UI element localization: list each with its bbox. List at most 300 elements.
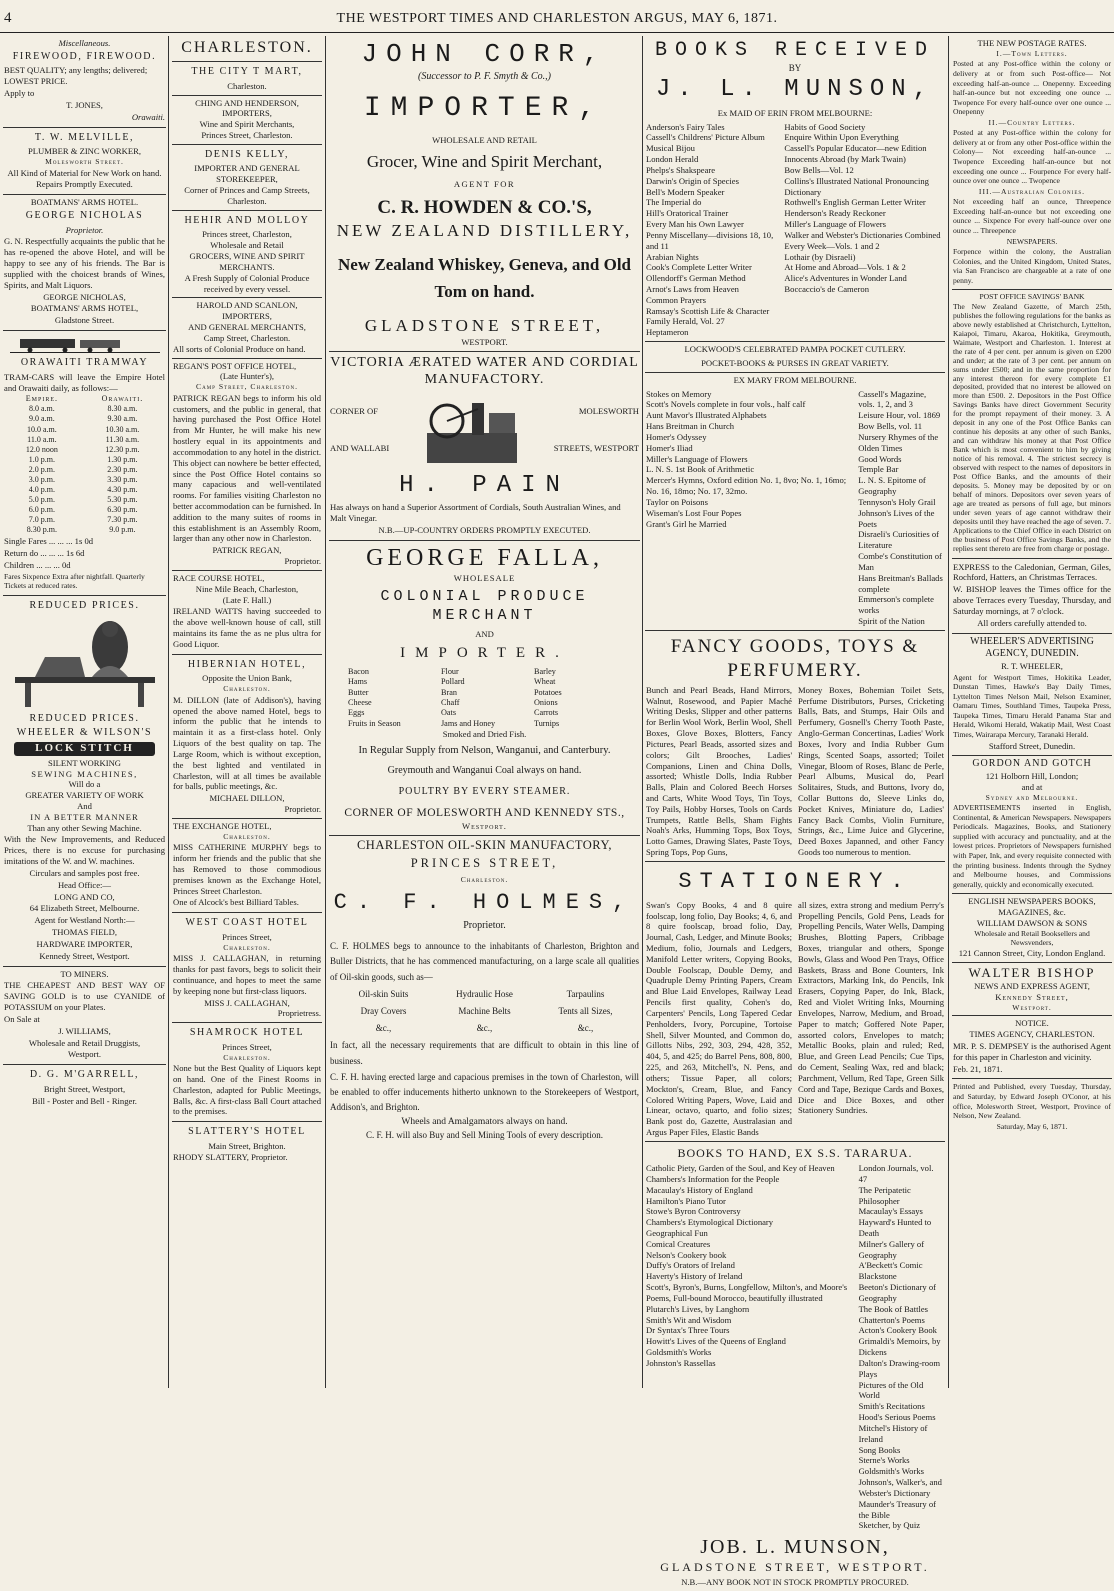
book-item: Plutarch's Lives, by Langhorn [646,1303,750,1314]
fare: Return do ... ... ... 1s 6d [4,548,85,559]
ad-line: MOLESWORTH [578,406,639,417]
produce-item: Turnips [534,718,560,728]
book-item: Bow Bells—Vol. 12 [784,164,854,175]
time: 3.30 p.m. [107,474,138,484]
ad-line: Grocer, Wine and Spirit Merchant, [366,152,603,172]
book-item: Bow Bells, vol. 11 [858,421,923,432]
book-item: Mercer's Hymns, Oxford edition No. 1, 8vo; No. 1, 16mo; No. 16, 18mo; No. 17, 32mo. [646,475,847,497]
column-5 [952,36,1112,1388]
ad-subtitle: I.—Town Letters. [996,48,1068,58]
race-course-hotel-ad [172,571,322,655]
produce-item: Pollard [441,677,465,687]
times-agency-notice [952,1016,1112,1079]
book-item: Combe's Constitution of Man [858,551,942,572]
ad-line: Wholesale and Retail [210,240,284,251]
ad-title: SLATTERY'S HOTEL [188,1126,306,1138]
ad-line: GLADSTONE STREET, WESTPORT. [660,1560,930,1575]
ad-title: HAROLD AND SCANLON, IMPORTERS, [196,300,298,322]
book-item: Arnot's Laws from Heaven [646,284,739,294]
ad-line: and at [1021,781,1043,792]
book-item: Geographical Fun [646,1227,708,1238]
ad-title: NOTICE. [1015,1018,1049,1029]
ad-line: In Regular Supply from Nelson, Wanganui, and Canterbury. [358,744,611,756]
book-item: Haverty's History of Ireland [646,1271,743,1282]
book-item: Chambers's Etymological Dictionary [646,1217,774,1228]
ad-line: STREETS, WESTPORT [553,442,639,453]
ad-title: THE EXCHANGE HOTEL, [173,820,272,831]
time: 8.30 a.m. [107,404,138,414]
ad-line: Wholesale and Retail Booksellers and Newsvenders, [974,928,1090,948]
books-received-ad [645,36,945,342]
ad-name: GEORGE NICHOLAS [25,210,144,222]
ad-body: PATRICK REGAN begs to inform his old customers, and the public in general, that having purchased the Post Office Hotel from Mr Hunter, he will make his new hostlery equal in its appointments and accommodation to any hotel in the district. This object can nowhere be better effected, since the Post Office Hotel contains so many capacious and well-ventilated rooms. For families visiting Charleston no better accommodation can be furnished. In addition to the many suites of rooms in this establishment is an Assembly Room, larger than any other now in Charleston. [173,392,322,544]
ad-title: GEORGE FALLA, [366,544,603,571]
book-item: Collins's Illustrated National Pronouncing Dictionary [784,175,929,197]
ad-line: N.B.—UP-COUNTRY ORDERS PROMPTLY EXECUTED. [378,524,591,535]
ad-title: WHEELER'S ADVERTISING AGENCY, DUNEDIN. [970,635,1094,660]
book-item: Taylor on Poisons [646,496,708,507]
book-item: Comical Creatures [646,1238,711,1249]
ad-line: Charleston. [460,875,509,885]
ad-body: All Kind of Material for New Work on hand. [7,167,162,178]
book-item: Penny Miscellany—divisions 18, 10, and 11 [646,229,774,251]
ad-line: Charleston. [223,1052,271,1062]
book-item: Nelson's Cookery book [646,1249,727,1260]
ad-title: HEHIR AND MOLLOY [184,214,310,226]
ad-line: AND GENERAL MERCHANTS, [188,322,306,333]
address-row [330,393,639,467]
ad-line: CORNER OF MOLESWORTH AND KENNEDY STS., [344,807,625,820]
book-item: Smith's Recitations [858,1401,925,1412]
ad-title: REDUCED PRICES. [29,600,140,612]
book-item: Cassell's Childrens' Picture Album [646,132,765,143]
city-mart-ad [172,62,322,95]
brand-name: WHEELER & WILSON'S [16,727,153,739]
ad-title: H. PAIN [399,471,570,499]
book-item: Innocents Abroad (by Mark Twain) [784,154,906,165]
ad-title: HIBERNIAN HOTEL, [187,658,307,670]
ad-line: GLADSTONE STREET, [364,316,605,336]
west-coast-hotel-ad [172,913,322,1023]
express-ad [952,559,1112,634]
ad-body: W. BISHOP leaves the Times office for the above Terraces every Tuesday, Thursday, and Saturday mornings, at 7 o'clock. [953,584,1111,616]
ad-line: TIMES AGENCY, CHARLESTON. [969,1029,1095,1040]
book-item: Homer's Odyssey [646,431,707,442]
time: 9.0 p.m. [109,525,136,535]
book-item: At Home and Abroad—Vols. 1 & 2 [784,262,906,273]
ad-sign: MISS J. CALLAGHAN, [204,997,290,1008]
time: 2.30 p.m. [107,464,138,474]
book-item: Sketcher, by Quiz [858,1520,921,1531]
ad-body: Repairs Promptly Executed. [36,179,133,190]
ad-line: COLONIAL PRODUCE MERCHANT [380,587,589,624]
book-item: Miller's Language of Flowers [646,453,748,464]
ad-line: GREATER VARIETY OF WORK [25,790,144,801]
book-item: Macaulay's Essays [858,1206,923,1217]
ad-line: GROCERS, WINE AND SPIRIT MERCHANTS. [189,251,305,272]
ad-title: FANCY GOODS, TOYS & PERFUMERY. [670,635,920,681]
ad-line: A Fresh Supply of Colonial Produce received by every vessel. [184,272,310,294]
ad-line: Camp Street, Charleston. [196,382,298,392]
book-item: Spirit of the Nation [858,616,925,627]
imprint-date: Saturday, May 6, 1871. [996,1121,1068,1131]
ad-line: Greymouth and Wanganui Coal always on hand. [387,765,582,777]
ad-title: BOOKS TO HAND, EX S.S. TARARUA. [677,1145,913,1160]
slattery-hotel-ad [172,1122,322,1165]
book-item: Emmerson's complete works [858,594,934,616]
book-item: Hans Breitman in Church [646,421,735,432]
goods-item: &c., [476,1023,493,1034]
column-rule [168,36,169,1388]
produce-item: Oats [441,708,457,718]
book-item: Hood's Serious Poems [858,1412,936,1423]
savings-bank-notice [952,290,1112,558]
ad-street: Molesworth Street. [45,156,124,166]
stationery-right: all sizes, extra strong and medium Perry's Propelling Pencils, Gold Pens, Leads for Propelling Pencils, Water Wells, Damping Brushes, Blotting Papers, Cribbage Boxes, triangular and others, Sponge Bowls, Glass and Wood Pen Trays, Office Baskets, Brass and Bone Counters, Ink Extractors, Marking Ink, do Pencils, Ink Erasers, Copying Paper, do Ink, Black, Red and Violet Writing Inks, Mourning Envelopes, Narrow, Medium, and Broad, Paper to match; Goffered Note Paper, assorted colors, Envelopes to match; Metallic Books, plain and ruled; Red, Blue, and Green Lead Pencils; Cue Tips, do Cement, Sealing Wax, red and black; Parchment, Vellum, Red Tape, Green Silk Cord and Tape, Bezique Cards and Boxes, Dice and Dice Boxes, and other Stationery Sundries. [798,899,944,1116]
ad-line: 121 Holborn Hill, London; [985,770,1079,781]
book-item: Musical Bijou [646,143,695,154]
ad-line: Westport. [68,1049,101,1060]
book-item: Macaulay's History of England [646,1184,753,1195]
ad-line: All sorts of Colonial Produce on hand. [173,343,306,354]
tram-car-illustration [10,337,160,353]
produce-item: Jams and Honey [441,718,496,728]
book-item: Johnson's, Walker's, and Webster's Dictionary [858,1477,942,1498]
produce-item: Fruits in Season [348,718,401,728]
ad-line: POCKET-BOOKS & PURSES IN GREAT VARIETY. [701,357,889,368]
book-item: Milner's Gallery of Geography [858,1238,925,1260]
book-list-right [858,389,944,627]
ad-line: On Sale at [4,1013,40,1024]
walter-bishop-ad [952,963,1112,1017]
time: 8.30 p.m. [26,525,58,535]
time: 2.0 p.m. [28,464,56,474]
book-item: Dalton's Drawing-room Plays [858,1357,941,1379]
goods-item: &c., [375,1023,392,1034]
postage-rates-notice [952,36,1112,290]
ad-line: Head Office:— [57,879,112,890]
time: 3.0 p.m. [28,474,56,484]
produce-item: Onions [534,698,558,708]
cutlery-ad [645,342,945,373]
ad-line: Princes street, Charleston, [202,229,292,240]
goods-item: &c., [577,1023,594,1034]
ad-body: Forpence within the colony, the Australian Colonies, and the United Kingdom, United States, via San Francisco are chargeable at a rate of one penny. [953,247,1111,285]
ad-title: WALTER BISHOP [968,964,1096,980]
book-item: Tennyson's Holy Grail [858,496,936,507]
ad-title: T. W. MELVILLE, [34,131,135,143]
denis-kelly-ad [172,145,322,211]
charleston-heading [172,36,322,62]
hehir-molloy-ad [172,211,322,299]
time: 6.30 p.m. [107,505,138,515]
book-list-right [784,122,944,339]
book-item: Arabian Nights [646,251,699,262]
ad-line: Corner of Princes and Camp Streets, Charleston. [184,185,310,206]
book-item: Common Prayers [646,294,706,305]
book-item: Every Man his Own Lawyer [646,219,744,230]
ad-body: None but the Best Quality of Liquors kept on hand. One of the Finest Rooms in Charleston, adapted for Public Meetings, Balls, &c. A first-class Ball Court attached to the premises. [173,1063,321,1117]
time: 9.30 a.m. [107,414,138,424]
time: 10.0 a.m. [27,424,57,434]
hibernian-hotel-ad [172,655,322,819]
book-item: Miller's Language of Flowers [784,219,886,230]
masthead [0,8,1114,33]
fancy-goods-text [646,685,944,858]
ad-line: One of Alcock's best Billiard Tables. [173,897,299,908]
address-left [330,406,389,454]
book-list [646,122,944,339]
wheeler-agency-ad [952,634,1112,757]
ad-line: 121 Cannon Street, City, London England. [958,947,1106,958]
ad-line: Feb. 21, 1871. [953,1063,1003,1074]
page-number: 4 [4,10,12,26]
ad-body: Posted at any Post-office within the colony or delivery at or from such Post-office— Not exceeding half-an-ounce ... Onepenny. Exceeding half-an-ounce but not exceeding one ounce ... Twopence For every half-ounce over one ounce ... Onepenny [953,59,1111,117]
time: 11.0 a.m. [27,434,57,444]
firewood-ad [3,36,166,128]
book-item: Chambers's Information for the People [646,1173,780,1184]
produce-item: Cheese [348,698,372,708]
book-item: Smith's Wit and Wisdom [646,1314,732,1325]
column-4 [645,36,945,1588]
timetable-header: Orawaiti. [101,394,144,404]
ad-place: Orawaiti. [131,111,165,122]
ad-line: SILENT WORKING [48,757,121,768]
ad-line: Bright Street, Westport, [43,1083,126,1094]
book-item: A'Beckett's Comic Blackstone [858,1260,923,1282]
sewing-machine-ad [3,596,166,967]
book-item: Alice's Adventures in Wonder Land [784,273,907,284]
book-item: Walker and Webster's Dictionaries Combined [784,229,941,240]
ad-line: Westport. [462,820,507,831]
fancy-goods-ad [645,631,945,862]
section-heading: Miscellaneous. [58,38,111,48]
ad-line: Proprietor. [463,920,506,932]
book-item: Heptameron [646,327,689,338]
ad-line: Wheels and Amalgamators always on hand. [401,1116,568,1127]
book-item: Stowe's Byron Controversy [646,1206,741,1217]
book-item: The Peripatetic Philosopher [858,1184,911,1206]
fare: Children ... ... ... 0d [4,560,71,571]
john-corr-ad [329,36,640,352]
time: 5.0 p.m. [28,495,56,505]
ad-title: POST OFFICE SAVINGS' BANK [979,292,1085,302]
imprint [952,1079,1112,1135]
produce-column [441,667,528,729]
produce-column [534,667,621,729]
newspaper-title: THE WESTPORT TIMES AND CHARLESTON ARGUS, MAY 6, 1871. [336,11,778,26]
ad-line: Opposite the Union Bank, [202,673,292,684]
goods-item: Machine Belts [458,1006,511,1017]
ad-line: AGENT FOR [453,178,516,189]
ad-place: Charleston. [227,80,267,91]
book-item: Beeton's Dictionary of Geography [858,1282,937,1303]
ad-title: GORDON AND GOTCH [972,758,1092,770]
book-item: Mitchel's History of Ireland [858,1422,928,1444]
produce-item: Wheat [534,677,556,687]
ad-sign: RHODY SLATTERY, Proprietor. [173,1151,288,1162]
ad-line: C. F. H. will also Buy and Sell Mining Tools of every description. [366,1129,603,1140]
ad-line: Smoked and Dried Fish. [442,729,527,740]
ad-title: REDUCED PRICES. [29,712,140,724]
book-item: Maunder's Treasury of the Bible [858,1498,937,1520]
book-item: Acton's Cookery Book [858,1325,937,1336]
ad-body: The New Zealand Gazette, of March 25th, publishes the following regulations for the banks as above newly established at Christchurch, Lyttelton, Kaiapoi, Timaru, Akaroa, Hokitika, Greymouth, Waimate, Westport and Charleston. 1. Interest at the rate of 4 per cent. per annum is given on £200 and under; at the rate of 3 per cent. per annum on sums under £500; and in the same proportion for any interest thereon for every complete £1 deposited, provided that no interest be allowed on more than £500. 2. Depositors in the Post Office Savings Banks have direct Government Security for the prompt repayment of their money. 3. A deposit in any one of the Post Office Banks can continue his deposits at any other of such Banks, and can withdraw his money at that Post Office Bank which is most convenient to him by giving notice of his removal. 4. The strictest secrecy is observed with respect to the names of depositors in Post Office Banks, and the amounts of their deposits. 5. Money may be deposited by or on behalf of minors. Depositors over seven years of age are treated as persons of full age, but minors under seven years of age cannot withdraw their deposits until they have reached the age of seven. 7. Applications to the Chief Office in each District on the business of Post Office Savings Banks, and the replies sent thereto are free from charge or postage. [953,301,1111,553]
ad-line: NEW ZEALAND DISTILLERY, [336,220,633,240]
ad-line: LONG AND CO, [54,891,115,902]
ad-body: C. F. H. having erected large and capacious premises in the town of Charleston, will be enabled to offer inducements hitherto unknown to the Storekeepers of Westport, Addison's, and Brighton. [330,1071,639,1113]
ad-line: LOCKWOOD'S CELEBRATED PAMPA POCKET CUTLERY. [684,344,906,355]
ad-title: BOOKS RECEIVED [654,39,936,62]
book-item: Habits of Good Society [784,121,866,132]
ad-sign: PATRICK REGAN, [212,545,282,556]
ad-body: MISS J. CALLAGHAN, in returning thanks for past favors, begs to solicit their continuance, and hopes to meet the same by keeping none but first-class liquors. [173,953,321,996]
ad-role: Proprietor. [284,804,321,815]
produce-item: Carrots [534,708,559,718]
book-item: Cassell's Popular Educator—new Edition [784,143,927,154]
book-item: Grant's Girl he Married [646,518,727,529]
ad-body: THE CHEAPEST AND BEST WAY OF SAVING GOLD is to use CYANIDE of POTASSIUM on your Plates. [4,980,165,1013]
ad-line: Nine Mile Beach, Charleston, [195,583,299,594]
charleston-oilskin-ad [329,836,640,1145]
melville-ad [3,128,166,196]
book-item: Bell's Modern Speaker [646,186,725,197]
ad-body: Not exceeding half an ounce, Threepence Exceeding half-an-ounce but not exceeding one ounce ... Sixpence For every half-ounce over one ounce ... Threepence [953,197,1111,235]
produce-item: Butter [348,687,369,697]
book-item: Nursery Rhymes of the Olden Times [858,431,939,453]
stationery-ad [645,862,945,1142]
ad-subtitle: NEWSPAPERS. [1006,236,1058,246]
produce-item: Barley [534,667,556,677]
ad-body: BEST QUALITY; any lengths; delivered; LOWEST PRICE. [4,65,148,87]
ad-line: J. WILLIAMS, [58,1025,111,1036]
goods-item: Tents all Sizes, [558,1006,613,1017]
book-item: Hans Breitman's Ballads complete [858,572,943,594]
timetable-column-orawaiti [102,394,144,535]
book-item: Henderson's Ready Reckoner [784,208,886,219]
ad-line: THOMAS FIELD, [52,927,117,938]
timetable-column-empire [26,394,58,535]
book-item: Disraeli's Curiosities of Literature [858,529,939,551]
book-item: The Imperial do [646,197,702,208]
time: 8.0 a.m. [29,404,55,414]
ad-body: With the New Improvements, and Reduced Prices, there is no excuse for purchasing imitations of the W. and W. machines. [4,834,165,867]
fare: Single Fares ... ... ... 1s 0d [4,536,94,547]
oilskin-goods-list [330,986,639,1037]
regans-hotel-ad [172,359,322,571]
book-item: Hill's Oratorical Trainer [646,208,729,219]
goods-column [437,986,532,1037]
goods-item: Dray Covers [360,1006,407,1017]
ad-title: JOB. L. MUNSON, [700,1536,890,1559]
ad-line: WILLIAM DAWSON & SONS [976,917,1088,928]
book-item: Homer's Iliad [646,442,693,453]
ad-line: (Late F. Hall.) [222,594,272,605]
tararua-books-ad [645,1142,945,1591]
ad-title: BOATMANS' ARMS HOTEL. [30,197,139,208]
ad-title: RACE COURSE HOTEL, [173,572,265,583]
produce-item: Hams [348,677,368,687]
book-item: Phelps's Shakspeare [646,164,716,175]
ad-line: R. T. WHEELER, [1001,660,1063,671]
book-item: Johnson's Lives of the Poets [858,507,935,529]
ad-line: Charleston. [223,942,271,952]
victoria-aerated-water-ad [329,352,640,541]
ad-title: FIREWOOD, FIREWOOD. [12,50,157,62]
fancy-goods-right: Money Boxes, Bohemian Toilet Sets, Perfume Distributors, Purses, Cricketing Balls, Bats, and Stumps, Hair Oils and Perfumery, Gosnell's Cherry Tooth Paste, Anglo-German Concertinas, Ladies' Work Boxes, Ivory and India Rubber Gum Rings, Scented Soaps, assorted; Toilet Vinegar, Bloom of Roses, Blanc de Perle, Pearl Albums, Musical do, Pearl Solitaires, Studs, and Buttons, Ivory do, Collar Buttons do, Sleeve Links do, Pocket Knives, Miniature do, Ladies' Fancy Back Combs, Violin Furniture, Strings, &c., Lime Juice and Glycerine, Deed Boxes Japanned, and other Fancy Goods too numerous to mention. [798,684,944,858]
book-item: Anderson's Fairy Tales [646,121,725,132]
book-item: Good Words [858,453,902,464]
ad-line: BY [788,63,802,74]
book-list-left [646,389,852,627]
time: 6.0 p.m. [28,505,56,515]
ad-subtitle: II.—Country Letters. [988,117,1076,127]
ad-body: ADVERTISEMENTS inserted in English, Continental, & American Newspapers. Newspapers Periodicals. Magazines, Books, and Stationery supplied with accuracy and punctuality, and at the lowest prices. Proprietors of Newspapers furnished with Paper, Ink, and every requisite connected with the printing business. Indents through the Sydney and Melbourne houses, and Commissions generally, quickly and economically executed. [953,803,1111,889]
produce-column [348,667,435,729]
time: 7.30 p.m. [107,515,138,525]
ad-title: VICTORIA ÆRATED WATER AND CORDIAL MANUFACTORY. [330,354,639,388]
ad-line: Circulars and samples post free. [29,867,140,878]
book-item: Howitt's Lives of the Queens of England [646,1336,786,1347]
ad-title: DENIS KELLY, [204,148,290,160]
ad-body: M. DILLON (late of Addison's), having opened the above named Hotel, begs to inform the public that he intends to maintain it as a first-class hotel. Only Liquors of the best quality on tap. The Large Room, which is without exception, the best lighted and ventilated in Charleston, will at all times be available for balls, public meetings, &c. [173,694,321,792]
ad-line: (Late Hunter's), [219,371,275,382]
ad-body: EXPRESS to the Caledonian, German, Giles, Rochford, Hatters, an Christmas Terraces. [953,561,1111,583]
book-list-left [646,122,778,339]
ad-text: Apply to [4,88,35,99]
ad-line: Agent for Westland North:— [34,915,135,926]
book-item: Temple Bar [858,464,899,475]
garrell-ad [3,1065,166,1110]
ad-line: Wine and Spirit Merchants, [199,119,295,130]
ad-role: Proprietor. [284,556,321,567]
gordon-gotch-ad [952,756,1112,894]
ad-line: Princes Street, Charleston. [201,130,293,141]
ad-line: Princes Street, [222,931,272,942]
ad-line: Charleston. [223,684,271,694]
book-item: London Herald [646,154,699,165]
ad-title: JOHN CORR, [361,39,608,69]
ad-title: WEST COAST HOTEL [185,917,309,929]
time: 4.0 p.m. [28,485,56,495]
ad-body: Has always on hand a Superior Assortment of Cordials, South Australian Wines, and Malt Vinegar. [330,502,621,523]
ad-title: ENGLISH NEWSPAPERS BOOKS, MAGAZINES, &c. [968,896,1096,918]
time: 9.0 a.m. [29,414,55,424]
time: 12.30 p.m. [105,444,140,454]
book-item: Every Week—Vols. 1 and 2 [784,240,880,251]
book-item: Darwin's Origin of Species [646,175,739,186]
address-right [554,406,639,454]
ad-title: THE NEW POSTAGE RATES. [977,38,1087,48]
ad-line: AND [475,629,494,640]
boatmans-arms-ad [3,195,166,331]
time: 4.30 p.m. [107,485,138,495]
ad-trade: PLUMBER & ZINC WORKER, [28,146,141,157]
ad-line: IMPORTER AND GENERAL STOREKEEPER, [194,163,300,185]
book-item: Hayward's Hunted to Death [858,1217,932,1238]
book-list-right [859,1163,944,1531]
book-item: Enquire Within Upon Everything [784,132,899,143]
produce-item: Chaff [441,698,460,708]
column-rule [325,36,326,1388]
book-item: Cassell's Magazine, vols. 1, 2, and 3 [858,388,927,410]
book-item: Boccaccio's de Cameron [784,284,870,294]
dawson-sons-ad [952,894,1112,962]
book-item: Sterne's Works [858,1455,910,1466]
ad-line: AND WALLABI [330,442,390,453]
george-falla-ad [329,541,640,836]
book-item: Johnston's Rassellas [646,1357,716,1368]
